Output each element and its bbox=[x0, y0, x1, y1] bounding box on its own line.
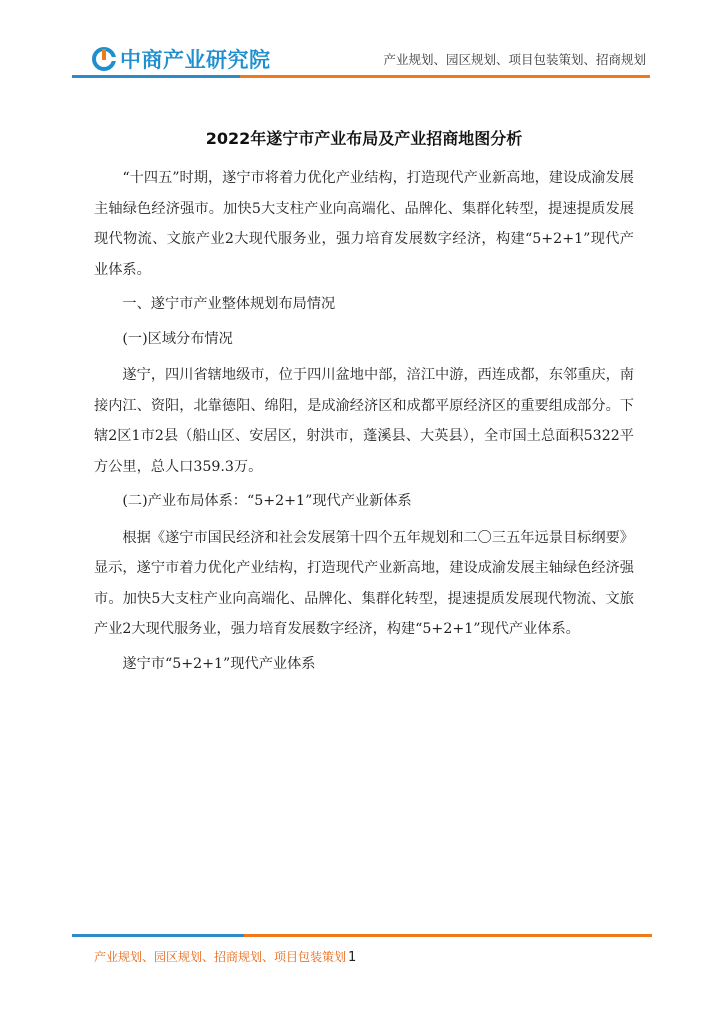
subsection-heading-1: (一)区域分布情况 bbox=[122, 330, 233, 347]
page-header bbox=[0, 0, 724, 90]
intro-paragraph: “十四五”时期，遂宁市将着力优化产业结构，打造现代产业新高地，建设成渝发展主轴绿色经济强市。加快5大支柱产业向高端化、品牌化、集群化转型，提速提质发展现代物流、文旅产业2大现代服务业，强力培育发展数字经济，构建“5+2+1”现代产业体系。 bbox=[94, 170, 634, 278]
figure-caption: 遂宁市“5+2+1”现代产业体系 bbox=[122, 655, 316, 672]
logo-icon bbox=[92, 47, 116, 71]
footer-divider-blue bbox=[72, 934, 244, 937]
logo-text: 中商产业研究院 bbox=[120, 48, 271, 72]
footer-divider-orange bbox=[244, 934, 652, 937]
header-slogan: 产业规划、园区规划、项目包装策划、招商规划 bbox=[383, 52, 646, 67]
header-divider-blue bbox=[72, 75, 240, 78]
page-footer bbox=[94, 948, 356, 965]
industry-paragraph: 根据《遂宁市国民经济和社会发展第十四个五年规划和二〇三五年远景目标纲要》显示，遂宁市着力优化产业结构，打造现代产业新高地，建设成渝发展主轴绿色经济强市。加快5大支柱产业向高端化、品牌化、集群化转型，提速提质发展现代物流、文旅产业2大现代服务业，强力培育发展数字经济，构建“5+2+1”现代产业体系。 bbox=[94, 529, 634, 637]
company-logo bbox=[92, 44, 271, 74]
section-heading-1: 一、遂宁市产业整体规划布局情况 bbox=[122, 296, 336, 312]
subsection-heading-2: (二)产业布局体系：“5+2+1”现代产业新体系 bbox=[122, 493, 412, 509]
region-paragraph: 遂宁，四川省辖地级市，位于四川盆地中部，涪江中游，西连成都，东邻重庆，南接内江、资阳，北靠德阳、绵阳，是成渝经济区和成都平原经济区的重要组成部分。下辖2区1市2县（船山区、安居区，射洪市，蓬溪县、大英县），全市国土总面积5322平方公里，总人口359.3万。 bbox=[94, 367, 634, 475]
header-divider-orange bbox=[240, 75, 650, 78]
document-body bbox=[94, 120, 634, 679]
footer-slogan: 产业规划、园区规划、招商规划、项目包装策划 bbox=[94, 950, 347, 964]
document-title: 2022年遂宁市产业布局及产业招商地图分析 bbox=[205, 129, 523, 148]
page-number: 1 bbox=[348, 950, 357, 965]
